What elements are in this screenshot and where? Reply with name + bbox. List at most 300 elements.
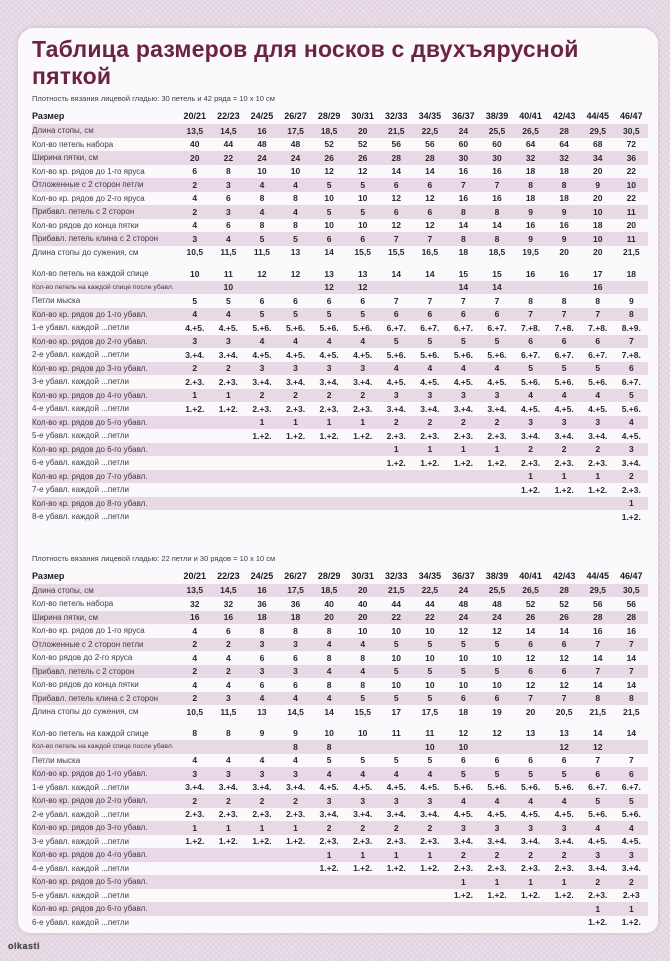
table-row: [32, 308, 648, 322]
value-cell: 3.+4.: [386, 403, 406, 414]
value-cell: 4: [326, 768, 332, 779]
table-row: [32, 335, 648, 349]
value-cell: 2: [628, 876, 634, 887]
value-cell: 7: [494, 295, 500, 306]
row-label: 3-е убавл. каждой ...петли: [32, 836, 129, 846]
value-cell: [245, 498, 279, 508]
table-row: [32, 219, 648, 233]
table-row: [32, 611, 648, 625]
value-cell: 11,5: [220, 706, 237, 717]
value-cell: 20: [592, 166, 603, 177]
value-cell: 20: [190, 152, 200, 163]
value-cell: 18: [290, 612, 301, 623]
value-cell: 13,5: [186, 125, 204, 136]
value-cell: 15,5: [387, 247, 405, 258]
value-cell: [178, 498, 212, 508]
size-column-header: 24/25: [250, 570, 274, 581]
table-row: [32, 848, 648, 862]
value-cell: 5.+6.: [420, 349, 440, 360]
value-cell: 16: [257, 125, 267, 136]
value-cell: [379, 904, 413, 914]
value-cell: [379, 890, 413, 900]
value-cell: 26,5: [522, 585, 539, 596]
value-cell: 3.+4.: [588, 430, 608, 441]
table-block-gauge-22x30: [32, 554, 648, 930]
row-label: Прибавл. петель клина с 2 сторон: [32, 693, 159, 703]
value-cell: 4.+5.: [252, 349, 272, 360]
table-row: [32, 808, 648, 822]
value-cell: 7.+8.: [520, 322, 541, 333]
value-cell: 20: [592, 193, 603, 204]
value-cell: 5: [427, 336, 433, 347]
value-cell: 6.+7.: [420, 322, 440, 333]
row-label: Длина стопы, см: [32, 126, 94, 136]
value-cell: [312, 498, 346, 508]
value-cell: [178, 917, 212, 927]
value-cell: 4: [461, 363, 466, 374]
value-cell: 5.+6.: [554, 782, 574, 793]
value-cell: 2.+3.: [353, 836, 373, 847]
row-cells: [178, 282, 648, 292]
value-cell: 48: [257, 139, 267, 150]
value-cell: 1: [561, 471, 567, 482]
value-cell: 5.+6.: [453, 349, 473, 360]
value-cell: 9: [293, 728, 298, 739]
row-cells: [178, 363, 648, 373]
value-cell: 1: [461, 876, 466, 887]
value-cell: [245, 850, 279, 860]
value-cell: 21,5: [623, 706, 640, 717]
row-cells: [178, 471, 648, 481]
value-cell: 2: [293, 795, 298, 806]
value-cell: [279, 512, 313, 522]
value-cell: 1: [326, 849, 332, 860]
value-cell: 6.+7.: [588, 349, 608, 360]
value-cell: [547, 498, 581, 508]
value-cell: [312, 917, 346, 927]
value-cell: 12: [592, 741, 603, 752]
value-cell: 6: [360, 233, 366, 244]
row-cells: [178, 680, 648, 690]
value-cell: [312, 458, 346, 468]
value-cell: [413, 471, 447, 481]
value-cell: 13: [559, 728, 569, 739]
value-cell: 1.+2.: [621, 511, 641, 522]
value-cell: 25,5: [488, 125, 506, 136]
value-cell: [212, 498, 246, 508]
size-column-header: 22/23: [217, 570, 240, 581]
value-cell: [615, 282, 649, 292]
row-cells: [178, 707, 648, 717]
value-cell: [413, 917, 447, 927]
value-cell: [480, 904, 514, 914]
value-cell: [346, 904, 380, 914]
value-cell: 7: [494, 179, 500, 190]
value-cell: 30: [458, 152, 469, 163]
value-cell: 5.+6.: [252, 322, 272, 333]
value-cell: 4.+5.: [420, 782, 440, 793]
row-label: 6-е убавл. каждой ...петли: [32, 917, 129, 927]
value-cell: [312, 890, 346, 900]
row-label: Кол-во кр. рядов до 7-го убавл.: [32, 471, 148, 481]
value-cell: 2.+3.: [285, 403, 306, 414]
row-label: Прибавл. петель с 2 сторон: [32, 207, 135, 217]
value-cell: 22: [425, 612, 435, 623]
value-cell: 4: [259, 179, 265, 190]
value-cell: [245, 471, 279, 481]
row-cells: [178, 350, 648, 360]
value-cell: 6: [461, 309, 466, 320]
row-cells: [178, 309, 648, 319]
value-cell: 17: [391, 706, 401, 717]
value-cell: 56: [626, 598, 637, 609]
value-cell: 10: [324, 193, 334, 204]
size-row-label: Размер: [32, 111, 65, 121]
row-label: Отложенные с 2 сторон петли: [32, 639, 144, 649]
value-cell: 2.+3.: [353, 403, 373, 414]
value-cell: 2.+3.: [252, 403, 272, 414]
table-row: [32, 178, 648, 192]
value-cell: 21,5: [387, 125, 405, 136]
table-row: [32, 597, 648, 611]
value-cell: 17,5: [287, 585, 304, 596]
value-cell: [178, 417, 212, 427]
value-cell: 3.+4.: [353, 809, 373, 820]
value-cell: 2: [259, 390, 265, 401]
value-cell: 7: [528, 309, 533, 320]
value-cell: [547, 904, 581, 914]
row-label: Кол-во петель на каждой спице: [32, 728, 149, 738]
value-cell: 2: [293, 390, 298, 401]
row-label: 3-е убавл. каждой ...петли: [32, 377, 129, 387]
value-cell: 2: [192, 795, 198, 806]
value-cell: 8: [628, 693, 634, 704]
value-cell: 5.+6.: [453, 782, 473, 793]
value-cell: 5: [561, 363, 567, 374]
table-row: [32, 767, 648, 781]
row-label: 7-е убавл. каждой ...петли: [32, 485, 129, 495]
value-cell: 36: [290, 598, 301, 609]
row-cells: [178, 639, 648, 649]
value-cell: 14: [458, 220, 469, 231]
value-cell: [346, 890, 380, 900]
value-cell: 22: [391, 612, 401, 623]
row-cells: [178, 153, 648, 163]
row-label: Кол-во кр. рядов до 1-го убавл.: [32, 769, 148, 779]
value-cell: 4.+5.: [487, 809, 507, 820]
value-cell: 8: [259, 220, 265, 231]
value-cell: 1: [360, 849, 366, 860]
value-cell: 9: [561, 206, 567, 217]
gauge-note: Плотность вязания лицевой гладью: 30 петель и 42 ряда = 10 х 10 см: [32, 94, 275, 103]
value-cell: [312, 512, 346, 522]
value-cell: 12: [458, 728, 469, 739]
value-cell: 1: [293, 417, 298, 428]
row-label: Прибавл. петель с 2 сторон: [32, 666, 135, 676]
value-cell: 16: [190, 612, 200, 623]
value-cell: 1.+2.: [252, 836, 272, 847]
value-cell: 13: [290, 247, 301, 258]
value-cell: 3: [393, 390, 399, 401]
value-cell: 4: [561, 795, 567, 806]
value-cell: 16: [257, 585, 267, 596]
value-cell: [379, 485, 413, 495]
value-cell: 6: [561, 639, 567, 650]
value-cell: 22,5: [421, 585, 439, 596]
value-cell: 14,5: [220, 125, 237, 136]
value-cell: 6: [226, 625, 231, 636]
value-cell: 24: [290, 152, 301, 163]
value-cell: 3.+4.: [285, 376, 306, 387]
value-cell: [346, 498, 380, 508]
value-cell: 4: [561, 390, 567, 401]
value-cell: 2: [259, 795, 265, 806]
row-cells: [178, 917, 648, 927]
size-column-header: 28/29: [317, 570, 341, 581]
value-cell: 4: [192, 652, 198, 663]
size-column-header: 46/47: [620, 570, 643, 581]
value-cell: [346, 742, 380, 752]
value-cell: 2.+3: [622, 890, 640, 901]
row-cells: [178, 404, 648, 414]
table-row: [32, 124, 648, 138]
value-cell: 2.+3.: [319, 836, 339, 847]
size-row-label: Размер: [32, 570, 65, 581]
value-cell: 16: [458, 166, 469, 177]
value-cell: 4: [293, 179, 298, 190]
value-cell: [245, 863, 279, 873]
value-cell: [413, 485, 447, 495]
value-cell: 18,5: [488, 247, 506, 258]
value-cell: 10: [223, 282, 234, 293]
value-cell: 3.+4.: [420, 809, 440, 820]
size-table-panel: [18, 28, 658, 933]
value-cell: 5: [595, 363, 601, 374]
value-cell: [480, 512, 514, 522]
value-cell: 48: [458, 598, 469, 609]
value-cell: 5.+6.: [554, 376, 574, 387]
value-cell: 4.+5.: [386, 782, 406, 793]
table-row: [32, 678, 648, 692]
row-label: Кол-во кр. рядов до 5-го убавл.: [32, 417, 148, 427]
gauge-note: Плотность вязания лицевой гладью: 22 петли и 30 рядов = 10 х 10 см: [32, 553, 276, 563]
row-cells: [178, 431, 648, 441]
value-cell: [379, 512, 413, 522]
value-cell: 16: [559, 220, 569, 231]
value-cell: 36: [257, 598, 267, 609]
value-cell: 5: [494, 639, 500, 650]
value-cell: 2.+3.: [520, 457, 541, 468]
value-cell: 14: [458, 282, 469, 293]
row-cells: [178, 139, 648, 149]
value-cell: 8.+9.: [621, 322, 641, 333]
value-cell: 1.+2.: [453, 890, 473, 901]
row-cells: [178, 234, 648, 244]
value-cell: 5: [326, 309, 332, 320]
value-cell: 3.+4.: [185, 782, 205, 793]
table-row: [32, 665, 648, 679]
table-row: [32, 638, 648, 652]
value-cell: [312, 471, 346, 481]
value-cell: 30,5: [623, 125, 640, 136]
value-cell: 12: [324, 282, 334, 293]
value-cell: 10: [425, 741, 435, 752]
value-cell: 10: [391, 625, 401, 636]
value-cell: 4.+5.: [386, 376, 406, 387]
value-cell: 15: [492, 268, 502, 279]
value-cell: 1.+2.: [453, 457, 473, 468]
value-cell: 8: [494, 206, 500, 217]
value-cell: 2: [360, 822, 366, 833]
value-cell: [245, 512, 279, 522]
value-cell: 8: [226, 728, 231, 739]
value-cell: 3.+4.: [319, 809, 339, 820]
row-label: Кол-во кр. рядов до 1-го убавл.: [32, 309, 148, 319]
value-cell: 2: [192, 666, 198, 677]
value-cell: [279, 444, 313, 454]
value-cell: 3.+4.: [588, 863, 608, 874]
value-cell: [178, 512, 212, 522]
value-cell: 8: [326, 741, 332, 752]
table-row: [32, 281, 648, 295]
value-cell: [346, 444, 380, 454]
value-cell: 10: [458, 741, 469, 752]
value-cell: 4: [595, 822, 601, 833]
value-cell: 7: [595, 755, 601, 766]
value-cell: 5: [393, 693, 399, 704]
row-cells: [178, 612, 648, 622]
value-cell: 11,5: [220, 247, 237, 258]
value-cell: 6: [595, 336, 601, 347]
value-cell: [480, 471, 514, 481]
value-cell: 19: [492, 706, 502, 717]
row-label: Кол-во кр. рядов до 6-го убавл.: [32, 904, 148, 914]
row-cells: [178, 180, 648, 190]
value-cell: 6: [393, 309, 399, 320]
value-cell: 4.+5.: [520, 403, 541, 414]
value-cell: 4: [259, 693, 265, 704]
value-cell: 3: [226, 206, 231, 217]
value-cell: 12: [559, 741, 569, 752]
value-cell: 56: [425, 139, 435, 150]
value-cell: 12: [324, 166, 334, 177]
value-cell: 5: [595, 795, 601, 806]
value-cell: 28: [559, 125, 569, 136]
row-cells: [178, 836, 648, 846]
size-column-header: 30/31: [351, 111, 374, 121]
value-cell: 8: [293, 625, 298, 636]
value-cell: 4.+5.: [554, 809, 574, 820]
value-cell: 3: [427, 795, 433, 806]
value-cell: 4.+5.: [588, 403, 608, 414]
value-cell: 6: [528, 336, 533, 347]
value-cell: 5.+6.: [588, 809, 608, 820]
value-cell: 32: [525, 152, 536, 163]
size-column-header: 22/23: [217, 111, 240, 121]
value-cell: 12: [525, 652, 536, 663]
value-cell: 1.+2.: [285, 430, 306, 441]
row-label: Кол-во кр. рядов до 6-го убавл.: [32, 444, 148, 454]
value-cell: 14: [559, 625, 569, 636]
value-cell: 8: [595, 693, 601, 704]
value-cell: 8: [360, 652, 366, 663]
value-cell: [547, 917, 581, 927]
value-cell: [447, 512, 481, 522]
value-cell: 24: [458, 612, 469, 623]
value-cell: 2: [393, 822, 399, 833]
size-column-header: 46/47: [620, 111, 643, 121]
size-column-header: 34/35: [418, 111, 442, 121]
value-cell: 5: [494, 666, 500, 677]
row-cells: [178, 498, 648, 508]
row-label: 5-е убавл. каждой ...петли: [32, 890, 129, 900]
value-cell: 3: [461, 390, 466, 401]
value-cell: 15,5: [354, 706, 371, 717]
row-label: Кол-во кр. рядов до 2-го яруса: [32, 193, 145, 203]
value-cell: 3: [360, 363, 366, 374]
value-cell: [245, 458, 279, 468]
value-cell: 3: [293, 639, 298, 650]
value-cell: 4: [595, 390, 601, 401]
value-cell: 3: [226, 693, 231, 704]
value-cell: 16,5: [421, 247, 439, 258]
value-cell: 1.+2.: [319, 430, 339, 441]
value-cell: 3: [192, 233, 198, 244]
value-cell: 7: [461, 179, 466, 190]
value-cell: [480, 498, 514, 508]
value-cell: 2: [192, 179, 198, 190]
row-label: Кол-во петель на каждой спице после убавл.: [32, 283, 174, 291]
row-label: Кол-во петель набора: [32, 139, 114, 149]
value-cell: 7: [561, 693, 567, 704]
value-cell: [480, 742, 514, 752]
value-cell: 1: [494, 444, 500, 455]
table-row: [32, 584, 648, 598]
value-cell: [413, 498, 447, 508]
table-row: [32, 416, 648, 430]
value-cell: 12: [391, 220, 401, 231]
value-cell: [245, 904, 279, 914]
value-cell: 4: [226, 755, 231, 766]
value-cell: 16: [223, 612, 234, 623]
value-cell: 8: [259, 625, 265, 636]
value-cell: 5: [393, 755, 399, 766]
value-cell: 16: [525, 220, 536, 231]
value-cell: [279, 863, 313, 873]
table-row: [32, 470, 648, 484]
size-column-header: 36/37: [452, 111, 475, 121]
value-cell: 5.+6.: [386, 349, 406, 360]
value-cell: 1.+2.: [588, 484, 608, 495]
value-cell: 9: [528, 206, 533, 217]
value-cell: 10: [425, 625, 435, 636]
row-cells: [178, 269, 648, 279]
value-cell: 4.+5.: [453, 376, 473, 387]
row-cells: [178, 296, 648, 306]
row-cells: [178, 823, 648, 833]
value-cell: 18: [592, 220, 603, 231]
section-gap: [32, 259, 648, 267]
value-cell: [346, 471, 380, 481]
value-cell: 5: [461, 639, 466, 650]
value-cell: [379, 282, 413, 292]
value-cell: [178, 742, 212, 752]
value-cell: 28: [592, 612, 603, 623]
value-cell: 6: [561, 336, 567, 347]
value-cell: 1.+2.: [621, 917, 641, 928]
value-cell: 4: [293, 206, 298, 217]
value-cell: [312, 877, 346, 887]
